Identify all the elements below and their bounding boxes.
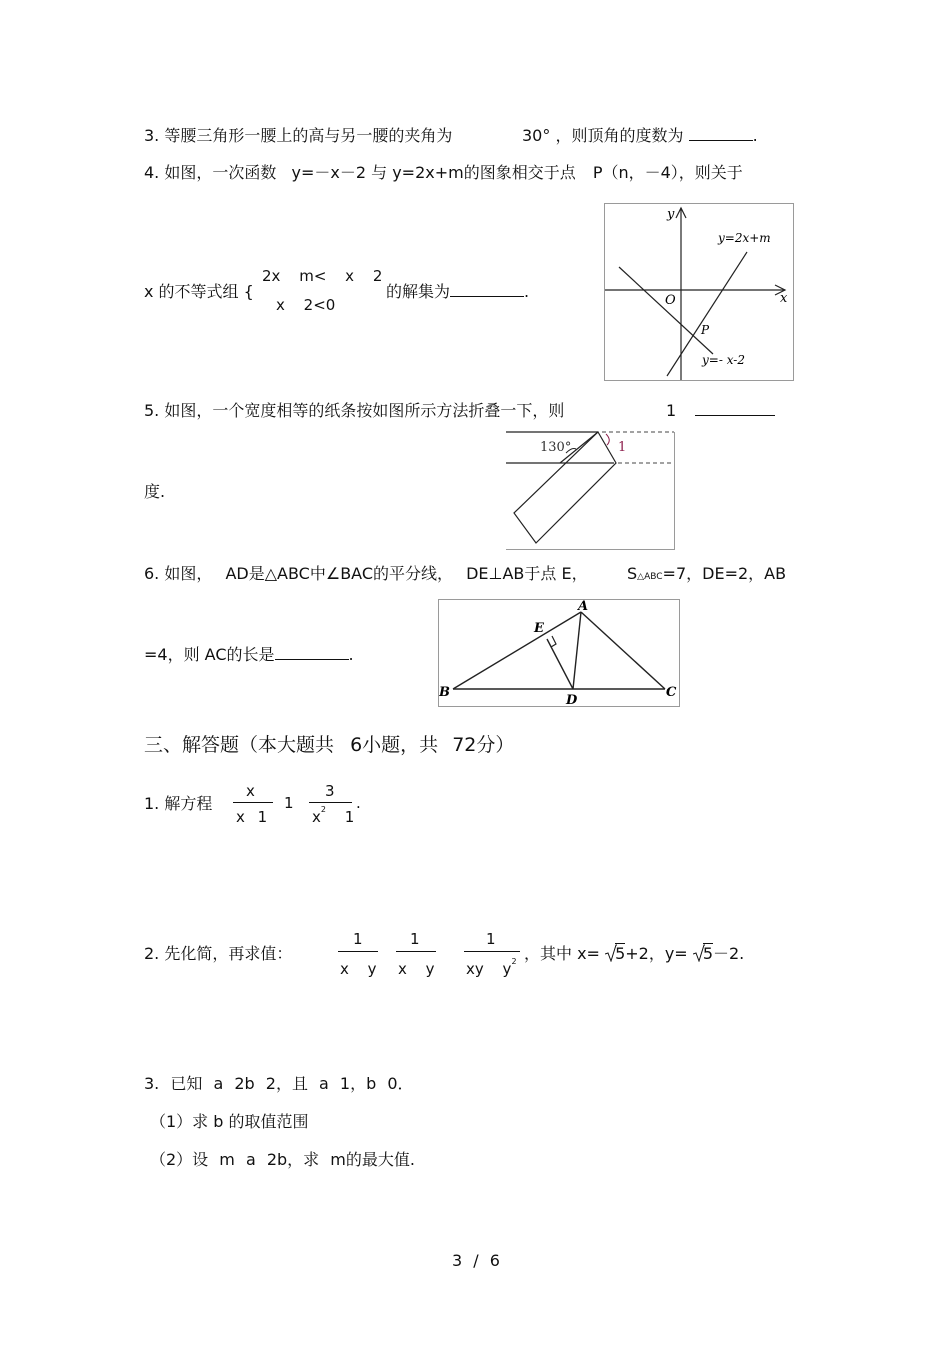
q3-number: 3.: [144, 126, 160, 145]
s2-radicand2: 5: [702, 944, 713, 963]
right-angle-mark: [551, 636, 556, 647]
q4-solution-text: [386, 282, 529, 302]
section-3-count: 6小题，共: [350, 734, 439, 756]
s1-number: 1.: [144, 794, 160, 813]
sys-bot-b: 2<0: [303, 296, 336, 314]
q4-and: 与: [371, 163, 388, 182]
s2-f3-line: [464, 951, 520, 952]
s2-plus2: +2，y=: [625, 944, 688, 963]
segment-ac: [581, 612, 665, 689]
s2-f3-den: [466, 957, 517, 978]
q3-end: .: [752, 126, 758, 145]
s1-frac2-line: [309, 802, 352, 803]
q4-line2: x 的不等式组 {: [144, 282, 254, 301]
q6-sub: △ABC: [637, 572, 663, 582]
angle-1-arc: [606, 434, 609, 445]
q4-graph-svg: [605, 204, 793, 380]
section-3-title: [144, 730, 514, 757]
q3-line: [144, 126, 452, 146]
s3-part2: （2）设 m a 2b，求 m的最大值.: [150, 1150, 415, 1169]
s2-f2-num: 1: [410, 930, 420, 948]
q6-number: 6.: [144, 564, 160, 583]
angle-130-label: 130°: [540, 440, 572, 455]
q6-part3: =7，DE=2，AB: [662, 564, 787, 583]
s2-sqrt1: [605, 944, 625, 964]
q6-part2: DE⊥AB于点 E，: [466, 564, 588, 583]
q5-number: 5.: [144, 401, 160, 420]
s1-den-sup: 2: [320, 805, 326, 814]
s2-condition: [524, 944, 744, 964]
q4-answer-blank: [450, 282, 524, 297]
q5-line1: [144, 401, 564, 421]
q4-line1: [144, 163, 743, 183]
sys-top-c: x: [345, 267, 355, 285]
section-3-score: 72分）: [452, 734, 515, 756]
s2-cond-text: ，其中 x=: [524, 944, 600, 963]
sys-top-b: m<: [299, 267, 327, 285]
q6-line2: [144, 645, 354, 665]
line-neg-x-minus-2-label: y=- x-2: [702, 353, 745, 367]
q6-text: 如图，: [164, 564, 213, 583]
q6-figure: [438, 599, 680, 707]
section-3-title-text: 三、解答题（本大题共: [144, 734, 335, 756]
s1-frac1-num: x: [246, 782, 255, 800]
s2-f2-line: [396, 951, 436, 952]
q3-value: 30°: [522, 126, 551, 145]
q5-answer-blank: [695, 401, 775, 416]
s2-f1-den: x y: [340, 960, 377, 978]
s2-intro: [144, 944, 292, 964]
sys-top-a: 2x: [262, 267, 281, 285]
s1-frac2-num: 3: [325, 782, 335, 800]
s1-text: 解方程: [164, 794, 213, 813]
s1-mid: 1: [284, 794, 294, 812]
s2-sqrt2: [693, 944, 713, 964]
page-number: 3 / 6: [452, 1251, 500, 1270]
s1-end: .: [356, 794, 361, 812]
s2-number: 2.: [144, 944, 160, 963]
q5-figure: [506, 432, 675, 550]
s3-part1: （1）求 b 的取值范围: [150, 1112, 309, 1131]
q4-text: 如图，一次函数: [164, 163, 277, 182]
s2-f2-den: x y: [398, 960, 435, 978]
s2-radicand1: 5: [615, 944, 626, 963]
segment-ad: [573, 612, 581, 689]
sys-top-d: 2: [372, 267, 383, 285]
q6-line2-text: =4，则 AC的长是: [144, 645, 275, 664]
q4-graph: [604, 203, 794, 381]
s2-f1-line: [338, 951, 378, 952]
q4-system-top: [262, 267, 382, 285]
s2-f3-sup: 2: [511, 957, 517, 966]
q6-area: [627, 564, 786, 587]
q5-angle: 1: [666, 401, 677, 420]
q4-number: 4.: [144, 163, 160, 182]
s3-given: 已知 a 2b 2，且 a 1，b 0．: [170, 1074, 414, 1093]
q3-text: 等腰三角形一腰上的高与另一腰的夹角为: [164, 126, 453, 145]
s2-f3-y: y: [502, 960, 512, 978]
q5-figure-svg: [506, 431, 676, 549]
sys-bot-a: x: [276, 296, 285, 314]
q3-tail: [522, 126, 758, 146]
sqrt-sign-icon: [605, 944, 617, 962]
s1-intro: [144, 794, 212, 814]
s1-frac1-line: [233, 802, 273, 803]
label-e: E: [534, 621, 544, 636]
x-axis-label: x: [780, 291, 788, 306]
s2-text: 先化简，再求值：: [164, 944, 293, 963]
sqrt-sign-icon: [693, 944, 705, 962]
line-neg-x-minus-2: [619, 267, 713, 354]
label-c: C: [666, 685, 677, 700]
q3-text2: ，则顶角的度数为: [555, 126, 684, 145]
origin-label: O: [665, 293, 676, 308]
s3-line1: [144, 1074, 414, 1094]
label-a: A: [578, 600, 589, 614]
s2-f1-num: 1: [353, 930, 363, 948]
label-b: B: [439, 685, 450, 700]
s2-f3-xy: xy: [466, 960, 484, 978]
s2-minus2: －2.: [713, 944, 745, 963]
q4-func1: y=－x－2: [291, 163, 366, 182]
line-2x-plus-m-label: y=2x+m: [718, 231, 771, 245]
segment-ab: [453, 612, 581, 689]
q4-system-bottom: [276, 296, 335, 314]
q4-func2: y=2x+m的图象相交于点: [392, 163, 576, 182]
q5-text: 如图，一个宽度相等的纸条按如图所示方法折叠一下，则: [164, 401, 565, 420]
s1-den-x: x: [312, 808, 321, 826]
label-d: D: [566, 693, 578, 706]
s1-den-one: 1: [344, 808, 355, 826]
q4-after: 的解集为: [386, 282, 451, 301]
point-p-label: P: [701, 323, 710, 337]
y-axis-label: y: [667, 207, 675, 222]
q6-figure-svg: [439, 600, 679, 706]
q5-line2: 度.: [144, 482, 166, 501]
q6-end: .: [348, 645, 354, 664]
q6-line1: [144, 564, 588, 584]
s3-number: 3.: [144, 1074, 160, 1093]
q4-end: .: [524, 282, 530, 301]
s2-f3-num: 1: [486, 930, 496, 948]
angle-1-label: 1: [618, 440, 627, 455]
q6-part1: AD是△ABC中∠BAC的平分线，: [225, 564, 454, 583]
q4-point: P（n，－4），则关于: [592, 163, 743, 182]
q6-answer-blank: [275, 645, 349, 660]
q3-answer-blank: [689, 126, 753, 141]
s1-frac2-den: [312, 805, 355, 826]
q5-angle-blank: [666, 401, 775, 421]
s1-frac1-den: x 1: [236, 808, 268, 826]
q6-s: S: [627, 564, 638, 583]
